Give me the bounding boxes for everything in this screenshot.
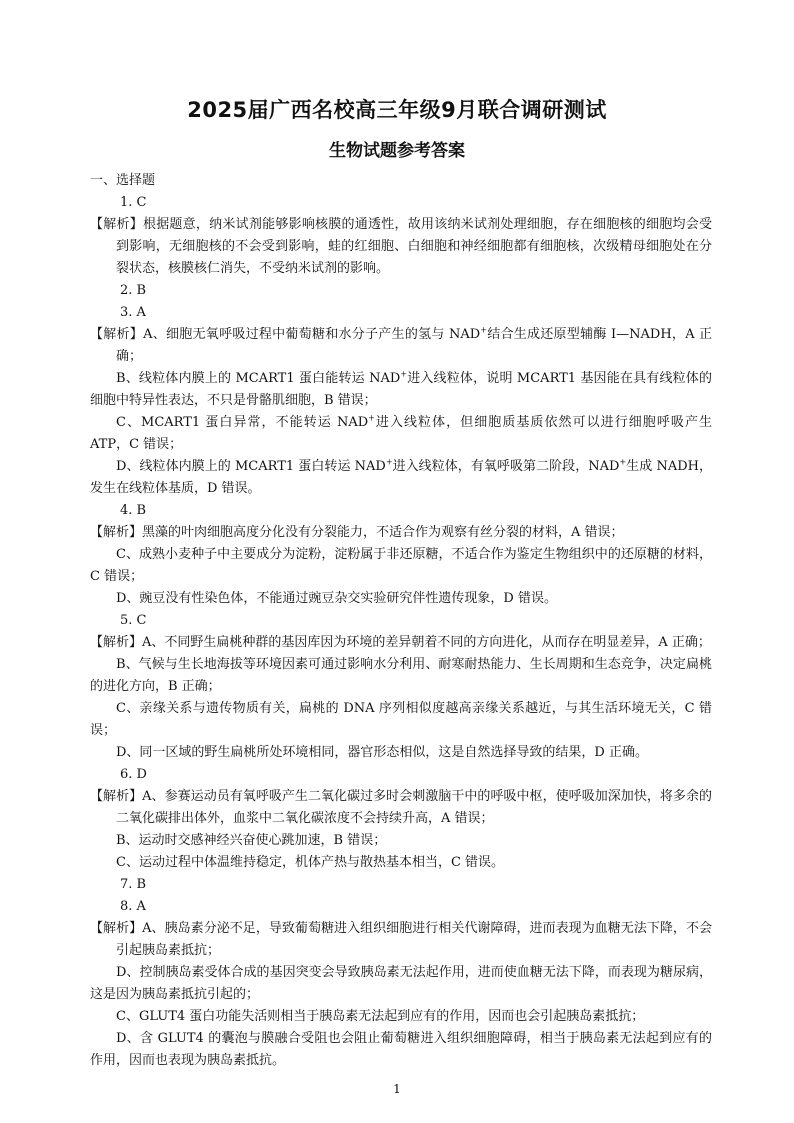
section-heading: 一、选择题 <box>90 173 156 188</box>
q8-answer: 8. A <box>120 899 146 914</box>
q3-explanation-b: B、线粒体内膜上的 MCART1 蛋白能转运 NAD+进入线粒体，说明 MCART1 基因能在具有线粒体的细胞中特异性表达，不只是骨骼肌细胞，B 错误； <box>90 369 712 408</box>
q2-answer: 2. B <box>120 283 147 298</box>
q4-explanation-d: D、豌豆没有性染色体，不能通过豌豆杂交实验研究伴性遗传现象，D 错误。 <box>116 591 557 606</box>
answer-body <box>90 170 712 1072</box>
q7-answer: 7. B <box>120 877 147 892</box>
q6-answer: 6. D <box>120 767 147 782</box>
q3-explanation-d: D、线粒体内膜上的 MCART1 蛋白转运 NAD+进入线粒体，有氧呼吸第二阶段，NAD+生成 NADH，发生在线粒体基质，D 错误。 <box>90 457 713 496</box>
q6-explanation-b: B、运动时交感神经兴奋使心跳加速，B 错误； <box>116 833 387 848</box>
q5-explanation-d: D、同一区域的野生扁桃所处环境相同，器官形态相似，这是自然选择导致的结果，D 正确。 <box>116 745 648 760</box>
q4-answer: 4. B <box>120 503 147 518</box>
q1-answer: 1. C <box>120 195 147 210</box>
q3-explanation-a: 【解析】A、细胞无氧呼吸过程中葡萄糖和水分子产生的氢与 NAD+结合生成还原型辅酶 I—NADH，A 正确； <box>90 325 712 364</box>
exam-title: 2025届广西名校高三年级9月联合调研测试 <box>187 98 607 122</box>
q8-explanation-d2: D、含 GLUT4 的囊泡与膜融合受阻也会阻止葡萄糖进入组织细胞障碍，相当于胰岛素无法起到应有的作用，因而也表现为胰岛素抵抗。 <box>90 1031 712 1068</box>
q3-explanation-c: C、MCART1 蛋白异常，不能转运 NAD+进入线粒体，但细胞质基质依然可以进行细胞呼吸产生 ATP，C 错误； <box>90 413 712 452</box>
q5-explanation-a: 【解析】A、不同野生扁桃种群的基因库因为环境的差异朝着不同的方向进化，从而存在明显差异，A 正确； <box>90 635 711 650</box>
q6-explanation-c: C、运动过程中体温维持稳定，机体产热与散热基本相当，C 错误。 <box>116 855 505 870</box>
exam-subtitle: 生物试题参考答案 <box>329 141 465 161</box>
q5-answer: 5. C <box>120 613 147 628</box>
q1-explanation: 【解析】根据题意，纳米试剂能够影响核膜的通透性，故用该纳米试剂处理细胞，存在细胞核的细胞均会受到影响，无细胞核的不会受到影响，蛙的红细胞、白细胞和神经细胞都有细胞核，次级精母细胞处在分裂状态，核膜核仁消失，不受纳米试剂的影响。 <box>90 217 712 276</box>
q3-answer: 3. A <box>120 305 146 320</box>
q8-explanation-a: 【解析】A、胰岛素分泌不足，导致葡萄糖进入组织细胞进行相关代谢障碍，进而表现为血糖无法下降，不会引起胰岛素抵抗； <box>90 921 712 958</box>
q8-explanation-d1: D、控制胰岛素受体合成的基因突变会导致胰岛素无法起作用，进而使血糖无法下降，而表现为糖尿病，这是因为胰岛素抵抗引起的； <box>90 965 712 1002</box>
q4-explanation-c: C、成熟小麦种子中主要成分为淀粉，淀粉属于非还原糖，不适合作为鉴定生物组织中的还原糖的材料，C 错误； <box>90 547 712 584</box>
q4-explanation-a: 【解析】黑藻的叶肉细胞高度分化没有分裂能力，不适合作为观察有丝分裂的材料，A 错误； <box>90 525 624 540</box>
q6-explanation-a: 【解析】A、参赛运动员有氧呼吸产生二氧化碳过多时会刺激脑干中的呼吸中枢，使呼吸加深加快，将多余的二氧化碳排出体外，血浆中二氧化碳浓度不会持续升高，A 错误； <box>90 789 712 826</box>
page-number: 1 <box>393 1082 401 1096</box>
q8-explanation-c: C、GLUT4 蛋白功能失活则相当于胰岛素无法起到应有的作用，因而也会引起胰岛素抵抗； <box>116 1009 645 1024</box>
q5-explanation-b: B、气候与生长地海拔等环境因素可通过影响水分利用、耐寒耐热能力、生长周期和生态竞争，决定扁桃的进化方向，B 正确； <box>90 657 712 694</box>
q5-explanation-c: C、亲缘关系与遗传物质有关，扁桃的 DNA 序列相似度越高亲缘关系越近，与其生活环境无关，C 错误； <box>90 701 712 738</box>
